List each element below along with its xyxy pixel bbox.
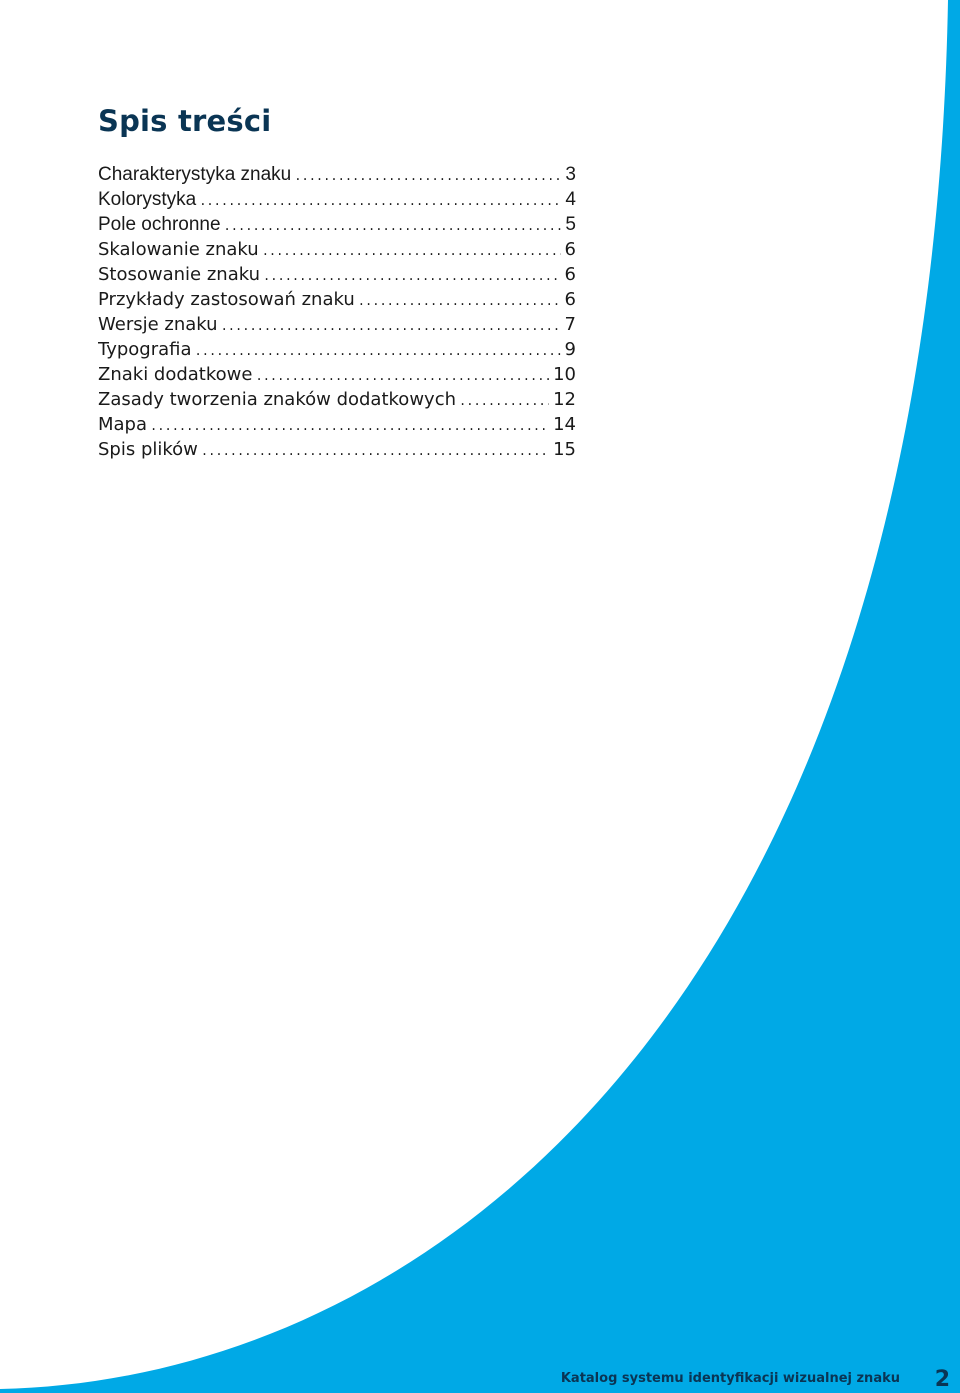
toc-dot-leader <box>255 369 549 383</box>
toc-item[interactable] <box>98 364 576 389</box>
toc-item-page: 7 <box>564 314 576 335</box>
toc-item-page: 10 <box>553 364 576 385</box>
toc-dot-leader <box>195 344 561 358</box>
toc-dot-leader <box>358 294 561 308</box>
toc-item-page: 4 <box>565 189 576 210</box>
toc-dot-leader <box>201 444 549 458</box>
toc-dot-leader <box>262 244 561 258</box>
page-title: Spis treści <box>98 104 272 138</box>
toc-item-page: 6 <box>564 289 576 310</box>
table-of-contents <box>98 164 576 464</box>
toc-dot-leader <box>199 194 561 208</box>
toc-item[interactable] <box>98 414 576 439</box>
toc-dot-leader <box>221 319 561 333</box>
toc-item-label: Kolorystyka <box>98 189 197 210</box>
toc-item-label: Skalowanie znaku <box>98 239 259 260</box>
toc-item-label: Zasady tworzenia znaków dodatkowych <box>98 389 456 410</box>
toc-item[interactable] <box>98 164 576 189</box>
toc-item-label: Znaki dodatkowe <box>98 364 253 385</box>
toc-item-page: 5 <box>565 214 576 235</box>
toc-item-page: 15 <box>553 439 576 460</box>
toc-dot-leader <box>459 394 549 408</box>
toc-item[interactable] <box>98 239 576 264</box>
toc-item-page: 6 <box>564 264 576 285</box>
toc-item-label: Spis plików <box>98 439 198 460</box>
toc-dot-leader <box>263 269 561 283</box>
toc-item[interactable] <box>98 264 576 289</box>
toc-item[interactable] <box>98 189 576 214</box>
toc-item[interactable] <box>98 339 576 364</box>
toc-item-label: Przykłady zastosowań znaku <box>98 289 355 310</box>
toc-dot-leader <box>224 219 562 233</box>
toc-item-label: Mapa <box>98 414 148 435</box>
toc-item[interactable] <box>98 214 576 239</box>
toc-item-page: 6 <box>564 239 576 260</box>
toc-item-page: 9 <box>564 339 576 360</box>
toc-item[interactable] <box>98 389 576 414</box>
toc-dot-leader <box>150 419 549 433</box>
toc-item-label: Stosowanie znaku <box>98 264 261 285</box>
toc-item-page: 12 <box>553 389 576 410</box>
footer-page-number: 2 <box>934 1367 950 1392</box>
toc-item[interactable] <box>98 439 576 464</box>
toc-item-page: 3 <box>565 164 576 185</box>
toc-item-label: Typografia <box>98 339 192 360</box>
toc-item-label: Pole ochronne <box>98 214 221 235</box>
footer-catalog-title: Katalog systemu identyfikacji wizualnej znaku <box>560 1371 900 1386</box>
toc-item[interactable] <box>98 314 576 339</box>
toc-item-label: Charakterystyka znaku <box>98 164 292 185</box>
toc-item-label: Wersje znaku <box>98 314 218 335</box>
toc-item[interactable] <box>98 289 576 314</box>
toc-item-page: 14 <box>553 414 576 435</box>
toc-dot-leader <box>294 169 561 183</box>
